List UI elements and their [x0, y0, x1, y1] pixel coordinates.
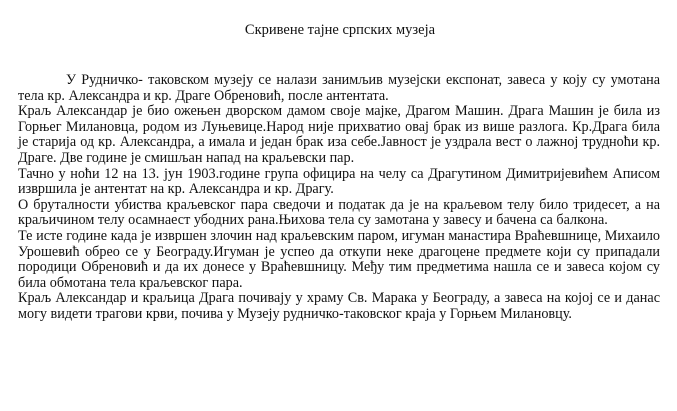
paragraph-abbot: Те исте године када је извршен злочин над краљевским паром, игуман манастира Враћевшнице, Михаило Урошевић обрео се у Београду.Игуман је успео да откупи неке драгоцене предмете који су припадали породици Обреновић и да их донесе у Враћевшницу. Међу тим предметима нашла се и завеса којом су била обмотана тела краљевског пара.	[18, 227, 660, 291]
paragraph-assassination: Тачно у ноћи 12 на 13. јун 1903.године група официра на челу са Драгутином Димитријевићем Аписом извршила је антентат на кр. Александра и кр. Драгу.	[18, 165, 660, 198]
paragraph-marriage: Краљ Александар је био ожењен дворском дамом своје мајке, Драгом Машин. Драга Машин је била из Горњег Милановца, родом из Луњевице.Народ није прихватио овај брак из више разлога. Кр.Драга била је старија од кр. Александра, а имала и један брак иза себе.Јавност је уздрала вест о лажној трудноћи кр. Драге. Две године је смишљан напад на краљевски пар.	[18, 103, 660, 166]
document-title: Скривене тајне српских музеја	[244, 22, 436, 38]
paragraph-brutality: О бруталности убиства краљевског пара сведочи и податак да је на краљевом телу било тридесет, а на краљичином телу осамнаест убодних рана.Њихова тела су замотана у завесу и бачена са балкона.	[18, 196, 660, 229]
paragraph-resting-place: Краљ Александар и краљица Драга почивају у храму Св. Марака у Београду, а завеса на којој се и данас могу видети трагови крви, почива у Музеју рудничко-таковског краја у Горњем Милановцу.	[18, 290, 660, 322]
document-body	[18, 73, 660, 323]
paragraph-intro: У Рудничко- таковском музеју се налази занимљив музејски експонат, завеса у коју су умотана тела кр. Александра и кр. Драге Обреновић, после антентата.	[18, 72, 660, 104]
